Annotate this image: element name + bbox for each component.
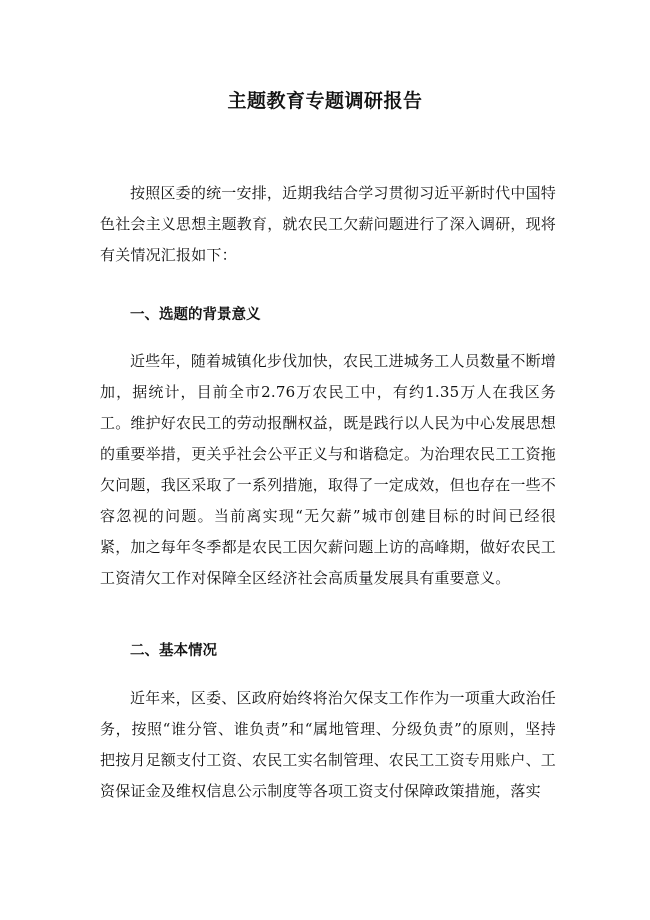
intro-paragraph: 按照区委的统一安排，近期我结合学习贯彻习近平新时代中国特色社会主义思想主题教育，就农民工欠薪问题进行了深入调研，现将有关情况汇报如下： [100,184,557,264]
section-body-basic-situation: 近年来，区委、区政府始终将治欠保支工作作为一项重大政治任务，按照“谁分管、谁负责”和“属地管理、分级负责”的原则，坚持把按月足额支付工资、农民工实名制管理、农民工工资专用账户、工资保证金及维权信息公示制度等各项工资支付保障政策措施，落实 [100,689,557,800]
section-heading-background: 一、选题的背景意义 [130,307,261,323]
document-title: 主题教育专题调研报告 [227,90,423,112]
section-body-background: 近些年，随着城镇化步伐加快，农民工进城务工人员数量不断增加，据统计，目前全市2.76万农民工中，有约1.35万人在我区务工。维护好农民工的劳动报酬权益，既是践行以人民为中心发展思想的重要举措，更关乎社会公平正义与和谐稳定。为治理农民工工资拖欠问题，我区采取了一系列措施，取得了一定成效，但也存在一些不容忽视的问题。当前离实现“无欠薪”城市创建目标的时间已经很紧，加之每年冬季都是农民工因欠薪问题上访的高峰期，做好农民工工资清欠工作对保障全区经济社会高质量发展具有重要意义。 [100,352,557,587]
section-heading-basic-situation: 二、基本情况 [130,643,217,659]
